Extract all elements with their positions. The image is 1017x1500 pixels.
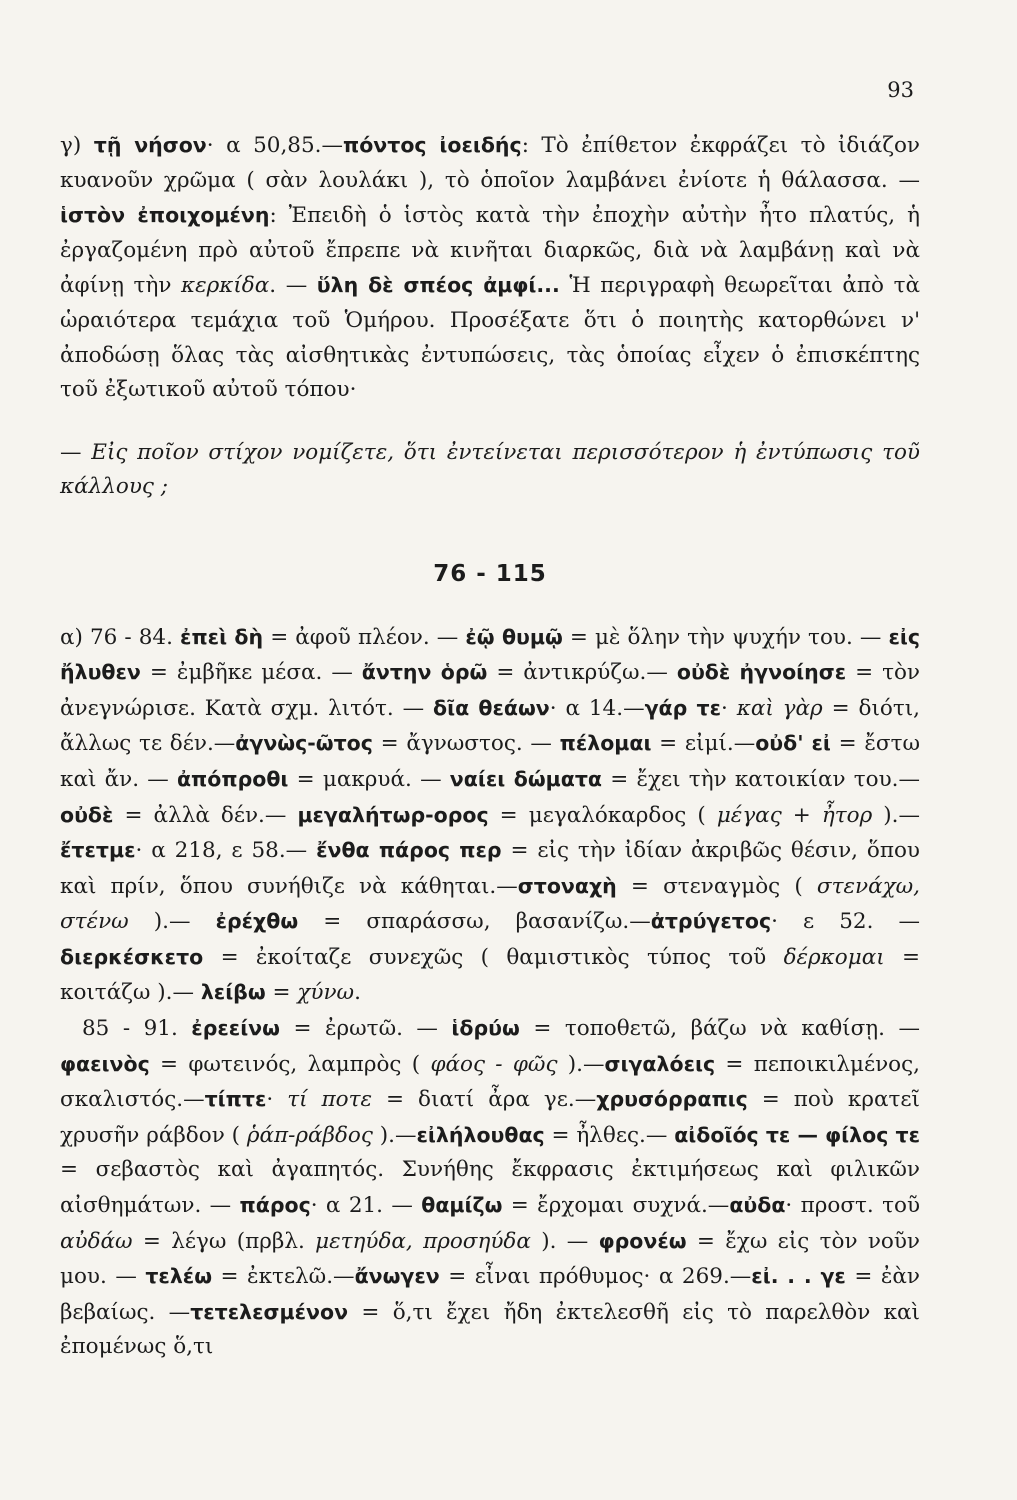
text-run: = εἰμί.— (651, 731, 756, 757)
headword: οὐδὲ (60, 802, 114, 827)
text-run: = κοιτάζω ).— (60, 944, 920, 1006)
text-run: = λέγω (πρβλ. (132, 1228, 316, 1254)
headword: ἱστὸν ἐποιχομένη (60, 203, 270, 228)
text-run: · (721, 695, 737, 721)
headword: τίπτε (204, 1087, 267, 1112)
text-run: — (60, 439, 92, 465)
text-run: · (266, 1087, 288, 1113)
text-run: = μεγαλόκαρδος ( (488, 802, 717, 828)
italic-gloss: δέρκομαι (783, 944, 885, 970)
italic-gloss: Εἰς ποῖον στίχον νομίζετε, ὅτι ἐντείνεται περισσότερον ἡ ἐντύπωσις τοῦ κάλλους ; (60, 439, 920, 500)
text-run: 85 - 91. (82, 1016, 192, 1042)
text-run: = ἔστω καὶ ἄν. — (60, 731, 920, 792)
text-run: = διότι, ἄλλως τε δέν.— (60, 695, 920, 757)
headword: τῇ νήσον (93, 133, 207, 157)
text-run: = ἐκοίταζε συνεχῶς ( θαμιστικὸς τύπος τοῦ (203, 944, 784, 970)
text-run: = στεναγμὸς ( (616, 873, 817, 899)
headword: ναίει δώματα (449, 766, 602, 791)
italic-gloss: φάος - φῶς (430, 1051, 558, 1077)
headword: διερκέσκετο (60, 944, 204, 969)
headword: ἱδρύω (451, 1016, 520, 1041)
headword: αἰδοῖός τε — φίλος τε (674, 1122, 920, 1147)
text-run: = (265, 980, 298, 1006)
headword: ἀτρύγετος (650, 909, 772, 934)
page-body (60, 128, 920, 1365)
headword: ἐρεείνω (191, 1016, 280, 1041)
italic-gloss: αὐδάω (60, 1228, 133, 1254)
headword: πέλομαι (559, 731, 652, 756)
headword: χρυσόρραπις (596, 1087, 748, 1112)
text-run: · προστ. τοῦ (785, 1193, 921, 1219)
headword: ἄνωγεν (354, 1264, 440, 1289)
text-run: · α 21. — (310, 1193, 422, 1219)
text-run: γ) (60, 133, 94, 158)
text-run: = τοποθετῶ, βάζω νὰ καθίσῃ. — (519, 1016, 920, 1042)
text-run: = ἐὰν βεβαίως. — (60, 1264, 921, 1325)
text-run: · α 218, ε 58.— (135, 838, 317, 864)
text-run: = σεβαστὸς καὶ ἀγαπητός. Συνήθης ἔκφρασις ἐκτιμήσεως καὶ φιλικῶν αἰσθημάτων. — (60, 1157, 920, 1219)
italic-gloss: καὶ γὰρ (736, 695, 823, 721)
italic-gloss: στενάχω, στένω (60, 873, 920, 935)
headword: οὐδὲ ἠγνοίησε (676, 660, 847, 685)
headword: μεγαλήτωρ-ορος (297, 802, 489, 827)
paragraph-verses-85-91 (60, 1011, 920, 1365)
text-run: . (354, 980, 361, 1006)
text-run: = πεποικιλμένος, σκαλιστός.— (60, 1051, 921, 1113)
text-run: = ἔχω εἰς τὸν νοῦν μου. — (60, 1228, 920, 1290)
text-run: . — (269, 273, 317, 299)
text-run: = τὸν ἀνεγνώρισε. Κατὰ σχμ. λιτότ. — (60, 660, 920, 721)
italic-gloss: τί ποτε (287, 1087, 373, 1113)
headword: ἀγνὼς-ῶτος (235, 731, 373, 756)
headword: φρονέω (598, 1228, 687, 1253)
text-run: : Ἐπειδὴ ὁ ἱστὸς κατὰ τὴν ἐποχὴν αὐτὴν ἦτο πλατύς, ἡ ἐργαζομένη πρὸ αὐτοῦ ἔπρεπε νὰ κινῆται διαρκῶς, διὰ νὰ λαμβάνῃ καὶ νὰ ἀφίνῃ τὴν (60, 203, 920, 299)
headword: εἰς ἤλυθεν (60, 624, 921, 685)
text-run: Ἡ περιγραφὴ θεωρεῖται ἀπὸ τὰ ὡραιότερα τεμάχια τοῦ Ὁμήρου. Προσέξατε ὅτι ὁ ποιητὴς κατορθώνει ν' ἀποδώσῃ ὅλας τὰς αἰσθητικὰς ἐντυπώσεις, τὰς ὁποίας εἶχεν ὁ ἐπισκέπτης τοῦ ἐξωτικοῦ αὐτοῦ τόπου· (60, 273, 920, 403)
italic-gloss: μετηύδα, προσηύδα (315, 1228, 531, 1254)
text-run: = ἔρχομαι συχνά.— (502, 1193, 730, 1219)
text-run: = ἦλθες.— (544, 1122, 675, 1148)
text-run: = φωτεινός, λαμπρὸς ( (149, 1051, 431, 1077)
headword: τετελεσμένον (190, 1299, 349, 1324)
text-run: = ἐμβῆκε μέσα. — (140, 660, 362, 686)
headword: γάρ τε (644, 695, 721, 720)
headword: ἐῷ θυμῷ (465, 624, 563, 649)
headword: δῖα θεάων (433, 695, 550, 720)
text-run: ).— (872, 802, 920, 828)
section-heading: 76 - 115 (433, 560, 547, 587)
text-run: · α 14.— (549, 695, 645, 721)
headword: ἐπεὶ δὴ (180, 624, 264, 649)
headword: θαμίζω (421, 1193, 503, 1218)
text-run: = διατί ἆρα γε.— (372, 1087, 597, 1113)
headword: ἔνθα πάρος περ (316, 838, 502, 863)
text-run: = μακρυά. — (288, 766, 450, 792)
headword: στοναχὴ (517, 873, 617, 898)
text-run: ).— (372, 1122, 417, 1148)
headword: ἄντην ὁρῶ (361, 660, 488, 685)
text-run: · ε 52. — (771, 909, 920, 935)
headword: λείβω (200, 980, 266, 1005)
text-run: = εἰς τὴν ἰδίαν ἀκριβῶς θέσιν, ὅπου καὶ πρίν, ὅπου συνήθιζε νὰ κάθηται.— (60, 838, 921, 899)
text-run: = ἄγνωστος. — (372, 731, 560, 757)
text-run: = ἀντικρύζω.— (487, 660, 677, 686)
headword: οὐδ' εἰ (755, 731, 831, 756)
headword: σιγαλόεις (604, 1051, 716, 1076)
text-run: · α 50,85.— (206, 133, 343, 158)
page-number: 93 (887, 78, 914, 102)
headword: πάρος (239, 1193, 311, 1218)
text-run: = σπαράσσω, βασανίζω.— (298, 909, 651, 935)
study-question (60, 436, 920, 505)
headword: ἀπόπροθι (176, 766, 289, 791)
italic-gloss: ῥάπ-ράβδος (246, 1122, 373, 1148)
text-run: = ἔχει τὴν κατοικίαν του.— (602, 766, 921, 792)
headword: πόντος ἰοειδής (343, 133, 522, 157)
paragraph-verses-76-84 (60, 620, 920, 1012)
headword: τελέω (145, 1264, 213, 1289)
headword: αὐδα (729, 1193, 786, 1218)
text-run: = ἀλλὰ δέν.— (113, 802, 298, 828)
text-run: α) 76 - 84. (60, 624, 181, 650)
text-run: = ὅ,τι ἔχει ἤδη ἐκτελεσθῆ εἰς τὸ παρελθὸν καὶ ἐπομένως ὅ,τι (60, 1299, 920, 1360)
text-run: = ποὺ κρατεῖ χρυσῆν ράβδον ( (60, 1087, 920, 1148)
text-run: ). — (530, 1228, 599, 1254)
text-run: : Τὸ ἐπίθετον ἐκφράζει τὸ ἰδιάζον κυανοῦν χρῶμα ( σὰν λουλάκι ), τὸ ὁποῖον λαμβάνει ἐνίοτε ἡ θάλασσα. — (60, 133, 920, 193)
text-run: = ἐρωτῶ. — (279, 1016, 452, 1042)
italic-gloss: μέγας + ἦτορ (716, 802, 873, 828)
headword: ὕλη δὲ σπέος ἀμφί... (316, 273, 560, 298)
text-run: = εἶναι πρόθυμος· α 269.— (439, 1264, 752, 1290)
headword: ἐρέχθω (215, 909, 299, 934)
paragraph-intro (60, 128, 920, 408)
text-run: = μὲ ὅλην τὴν ψυχήν του. — (562, 624, 889, 650)
headword: φαεινὸς (60, 1051, 150, 1076)
text-run: ).— (557, 1051, 605, 1077)
headword: εἰλήλουθας (416, 1122, 545, 1147)
italic-gloss: χύνω (297, 980, 355, 1006)
text-run: ).— (128, 909, 216, 935)
text-run: = ἐκτελῶ.— (212, 1264, 355, 1290)
italic-gloss: κερκίδα (180, 273, 270, 299)
text-run: = ἀφοῦ πλέον. — (263, 624, 466, 650)
headword: ἔτετμε (60, 838, 136, 863)
headword: εἰ. . . γε (751, 1264, 846, 1289)
